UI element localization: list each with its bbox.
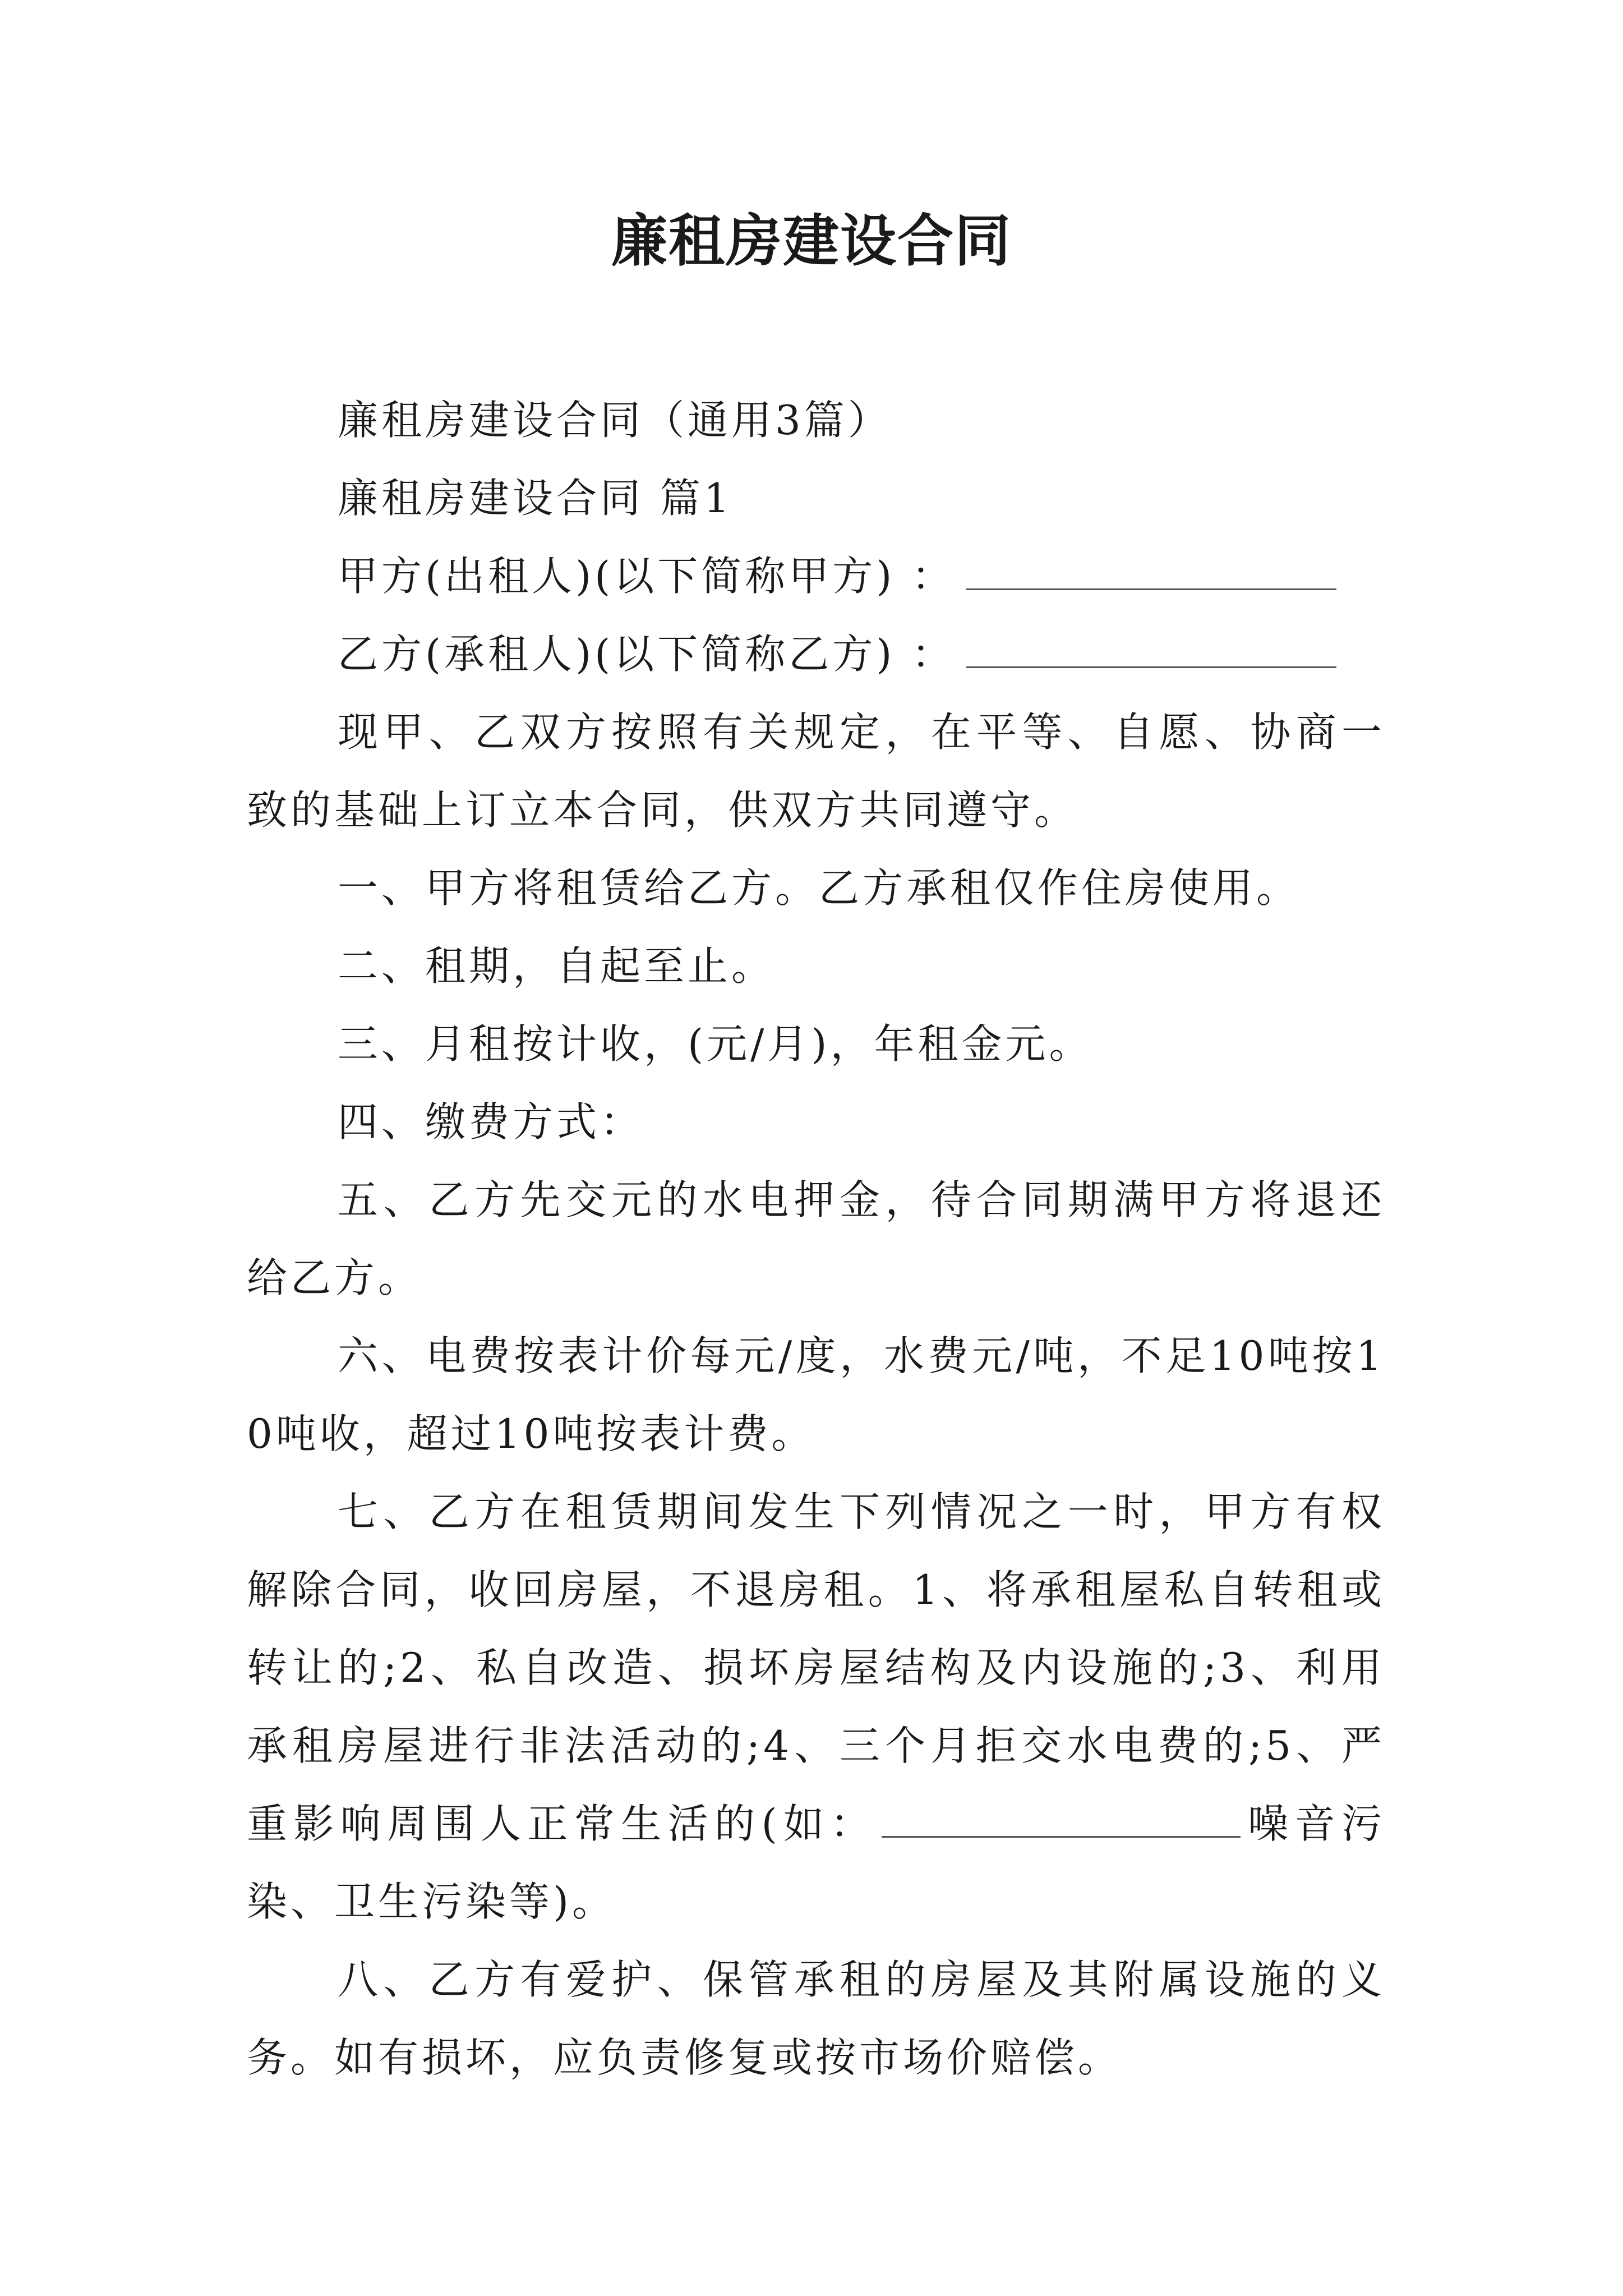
party-b-line xyxy=(247,615,1385,693)
clause-8: 八、乙方有爱护、保管承租的房屋及其附属设施的义务。如有损坏，应负责修复或按市场价赔偿。 xyxy=(247,1956,1385,2081)
section-heading: 廉租房建设合同 篇1 xyxy=(338,475,733,522)
party-a-label: 甲方(出租人)(以下简称甲方) ： xyxy=(338,553,956,600)
clause-2: 二、租期，自起至止。 xyxy=(338,942,776,990)
clause-7-text: 七、乙方在租赁期间发生下列情况之一时，甲方有权解除合同，收回房屋，不退房租。1、将承租屋私自转租或转让的;2、私自改造、损坏房屋结构及内设施的;3、利用承租房屋进行非法活动的;4、三个月拒交水电费的;5、严重影响周围人正常生活的(如： xyxy=(247,1488,1385,1847)
party-a-line xyxy=(247,537,1385,615)
clause-5: 五、乙方先交元的水电押金，待合同期满甲方将退还给乙方。 xyxy=(247,1176,1385,1301)
clause-7-text-end: 噪音污染、卫生污染等)。 xyxy=(247,1800,1385,1925)
clause-4: 四、缴费方式： xyxy=(338,1098,644,1145)
clause-6: 六、电费按表计价每元/度，水费元/吨，不足10吨按10吨收，超过10吨按表计费。 xyxy=(247,1332,1385,1457)
clause-7 xyxy=(247,1473,1385,1941)
document-body xyxy=(247,381,1385,2097)
clause-3: 三、月租按计收，(元/月)，年租金元。 xyxy=(338,1020,1093,1068)
party-b-blank xyxy=(966,622,1336,668)
clause-7-blank xyxy=(882,1791,1241,1838)
party-b-label: 乙方(承租人)(以下简称乙方) ： xyxy=(338,631,956,678)
subtitle: 廉租房建设合同（通用3篇） xyxy=(338,397,892,444)
document-title: 廉租房建设合同 xyxy=(611,208,1012,274)
party-a-blank xyxy=(966,544,1336,590)
clause-1: 一、甲方将租赁给乙方。乙方承租仅作住房使用。 xyxy=(338,864,1301,912)
intro-paragraph: 现甲、乙双方按照有关规定，在平等、自愿、协商一致的基础上订立本合同，供双方共同遵守。 xyxy=(247,708,1385,834)
